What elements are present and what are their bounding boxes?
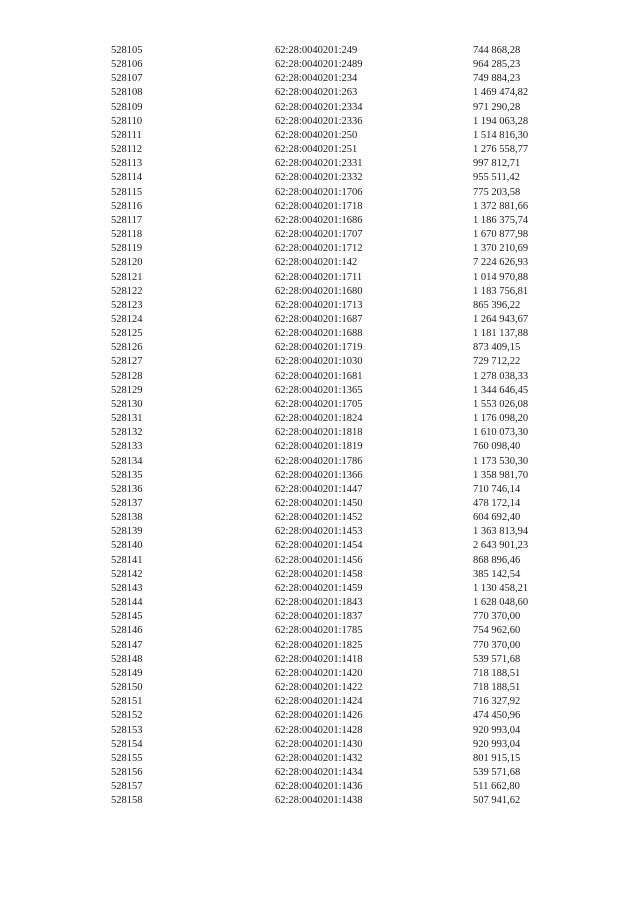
cadastral-number-cell: 62:28:0040201:142 (275, 257, 358, 269)
value-cell: 729 712,22 (473, 356, 521, 368)
cadastral-number-cell: 62:28:0040201:1681 (275, 370, 363, 382)
id-cell: 528139 (111, 526, 143, 538)
cadastral-number-cell: 62:28:0040201:1706 (275, 186, 363, 198)
id-cell: 528125 (111, 328, 143, 340)
cadastral-number-cell: 62:28:0040201:1837 (275, 611, 363, 623)
id-cell: 528127 (111, 356, 143, 368)
id-cell: 528114 (111, 172, 143, 184)
table-row (0, 86, 640, 100)
cadastral-number-cell: 62:28:0040201:1824 (275, 413, 363, 425)
table-row (0, 412, 640, 426)
id-cell: 528148 (111, 653, 143, 665)
cadastral-number-cell: 62:28:0040201:1819 (275, 441, 363, 453)
cadastral-number-cell: 62:28:0040201:263 (275, 87, 358, 99)
id-cell: 528105 (111, 45, 143, 56)
table-row (0, 44, 640, 58)
table-row (0, 709, 640, 723)
value-cell: 1 372 881,66 (473, 200, 529, 212)
value-cell: 964 285,23 (473, 59, 521, 71)
cadastral-number-cell: 62:28:0040201:1785 (275, 625, 363, 637)
value-cell: 539 571,68 (473, 653, 521, 665)
cadastral-number-cell: 62:28:0040201:1418 (275, 653, 363, 665)
cadastral-number-cell: 62:28:0040201:1436 (275, 781, 363, 793)
value-cell: 1 514 816,30 (473, 129, 529, 141)
value-cell: 718 188,51 (473, 667, 521, 679)
id-cell: 528115 (111, 186, 143, 198)
value-cell: 873 409,15 (473, 342, 521, 354)
id-cell: 528116 (111, 200, 143, 212)
value-cell: 1 276 558,77 (473, 144, 529, 156)
table-row (0, 228, 640, 242)
table-row (0, 554, 640, 568)
value-cell: 1 264 943,67 (473, 313, 529, 325)
table-row (0, 256, 640, 270)
table-row (0, 271, 640, 285)
value-cell: 1 628 048,60 (473, 597, 529, 609)
id-cell: 528124 (111, 313, 143, 325)
cadastral-number-cell: 62:28:0040201:1432 (275, 752, 363, 764)
id-cell: 528111 (111, 129, 142, 141)
cadastral-number-cell: 62:28:0040201:234 (275, 73, 358, 85)
value-cell: 865 396,22 (473, 299, 521, 311)
table-row (0, 341, 640, 355)
table-row (0, 724, 640, 738)
value-cell: 1 173 530,30 (473, 455, 529, 467)
value-cell: 997 812,71 (473, 158, 521, 170)
value-cell: 775 203,58 (473, 186, 521, 198)
value-cell: 478 172,14 (473, 498, 521, 509)
table-row (0, 681, 640, 695)
id-cell: 528130 (111, 398, 143, 410)
table-row (0, 794, 640, 808)
cadastral-number-cell: 62:28:0040201:1825 (275, 639, 363, 651)
cadastral-number-cell: 62:28:0040201:1843 (275, 597, 363, 609)
id-cell: 528135 (111, 469, 143, 481)
value-cell: 1 186 375,74 (473, 214, 529, 226)
table-row (0, 285, 640, 299)
value-cell: 868 896,46 (473, 554, 521, 566)
table-row (0, 738, 640, 752)
id-cell: 528120 (111, 257, 143, 269)
table-row (0, 426, 640, 440)
cadastral-number-cell: 62:28:0040201:1030 (275, 356, 363, 368)
value-cell: 1 181 137,88 (473, 328, 529, 340)
table-row (0, 101, 640, 115)
id-cell: 528119 (111, 243, 143, 255)
id-cell: 528146 (111, 625, 143, 637)
id-cell: 528155 (111, 752, 143, 764)
id-cell: 528143 (111, 582, 143, 594)
cadastral-number-cell: 62:28:0040201:249 (275, 45, 358, 56)
value-cell: 539 571,68 (473, 766, 521, 778)
value-cell: 716 327,92 (473, 696, 521, 708)
value-cell: 920 993,04 (473, 738, 521, 750)
value-cell: 1 278 038,33 (473, 370, 529, 382)
table-row (0, 384, 640, 398)
cadastral-number-cell: 62:28:0040201:1705 (275, 398, 363, 410)
table-row (0, 639, 640, 653)
cadastral-number-cell: 62:28:0040201:1680 (275, 285, 363, 297)
value-cell: 955 511,42 (473, 172, 520, 184)
table-row (0, 327, 640, 341)
cadastral-number-cell: 62:28:0040201:1719 (275, 342, 363, 354)
cadastral-number-cell: 62:28:0040201:1447 (275, 483, 363, 495)
value-cell: 1 370 210,69 (473, 243, 529, 255)
cadastral-number-cell: 62:28:0040201:1712 (275, 243, 363, 255)
cadastral-number-cell: 62:28:0040201:2332 (275, 172, 363, 184)
id-cell: 528132 (111, 427, 143, 439)
id-cell: 528158 (111, 795, 143, 807)
id-cell: 528136 (111, 483, 143, 495)
value-cell: 770 370,00 (473, 611, 521, 623)
id-cell: 528134 (111, 455, 143, 467)
id-cell: 528118 (111, 229, 143, 241)
id-cell: 528151 (111, 696, 143, 708)
table-row (0, 440, 640, 454)
cadastral-number-cell: 62:28:0040201:1420 (275, 667, 363, 679)
value-cell: 770 370,00 (473, 639, 521, 651)
id-cell: 528150 (111, 682, 143, 694)
data-table (0, 44, 640, 808)
cadastral-number-cell: 62:28:0040201:1456 (275, 554, 363, 566)
cadastral-number-cell: 62:28:0040201:1365 (275, 384, 363, 396)
table-row (0, 511, 640, 525)
value-cell: 744 868,28 (473, 45, 521, 56)
cadastral-number-cell: 62:28:0040201:1424 (275, 696, 363, 708)
value-cell: 1 176 098,20 (473, 413, 529, 425)
value-cell: 1 358 981,70 (473, 469, 529, 481)
value-cell: 1 469 474,82 (473, 87, 529, 99)
value-cell: 1 553 026,08 (473, 398, 529, 410)
table-row (0, 667, 640, 681)
value-cell: 1 183 756,81 (473, 285, 529, 297)
value-cell: 604 692,40 (473, 512, 521, 524)
table-row (0, 129, 640, 143)
table-row (0, 242, 640, 256)
id-cell: 528154 (111, 738, 143, 750)
id-cell: 528142 (111, 568, 143, 580)
id-cell: 528138 (111, 512, 143, 524)
cadastral-number-cell: 62:28:0040201:1428 (275, 724, 363, 736)
value-cell: 1 014 970,88 (473, 271, 529, 283)
cadastral-number-cell: 62:28:0040201:1786 (275, 455, 363, 467)
table-row (0, 143, 640, 157)
cadastral-number-cell: 62:28:0040201:1453 (275, 526, 363, 538)
id-cell: 528145 (111, 611, 143, 623)
id-cell: 528152 (111, 710, 143, 722)
table-row (0, 582, 640, 596)
value-cell: 1 363 813,94 (473, 526, 529, 538)
table-row (0, 355, 640, 369)
value-cell: 1 130 458,21 (473, 582, 529, 594)
cadastral-number-cell: 62:28:0040201:1434 (275, 766, 363, 778)
value-cell: 971 290,28 (473, 101, 521, 113)
table-row (0, 455, 640, 469)
id-cell: 528109 (111, 101, 143, 113)
id-cell: 528147 (111, 639, 143, 651)
id-cell: 528110 (111, 115, 143, 127)
cadastral-number-cell: 62:28:0040201:1686 (275, 214, 363, 226)
cadastral-number-cell: 62:28:0040201:2336 (275, 115, 363, 127)
cadastral-number-cell: 62:28:0040201:1430 (275, 738, 363, 750)
id-cell: 528129 (111, 384, 143, 396)
cadastral-number-cell: 62:28:0040201:1450 (275, 498, 363, 509)
cadastral-number-cell: 62:28:0040201:1718 (275, 200, 363, 212)
value-cell: 474 450,96 (473, 710, 521, 722)
id-cell: 528131 (111, 413, 143, 425)
table-row (0, 695, 640, 709)
id-cell: 528157 (111, 781, 143, 793)
id-cell: 528144 (111, 597, 143, 609)
table-row (0, 157, 640, 171)
id-cell: 528153 (111, 724, 143, 736)
cadastral-number-cell: 62:28:0040201:2489 (275, 59, 363, 71)
id-cell: 528141 (111, 554, 143, 566)
value-cell: 1 670 877,98 (473, 229, 529, 241)
value-cell: 7 224 626,93 (473, 257, 529, 269)
id-cell: 528140 (111, 540, 143, 552)
id-cell: 528128 (111, 370, 143, 382)
cadastral-number-cell: 62:28:0040201:2331 (275, 158, 363, 170)
value-cell: 507 941,62 (473, 795, 521, 807)
table-row (0, 568, 640, 582)
cadastral-number-cell: 62:28:0040201:251 (275, 144, 358, 156)
id-cell: 528112 (111, 144, 143, 156)
table-row (0, 752, 640, 766)
cadastral-number-cell: 62:28:0040201:1688 (275, 328, 363, 340)
table-row (0, 171, 640, 185)
table-row (0, 525, 640, 539)
value-cell: 754 962,60 (473, 625, 521, 637)
cadastral-number-cell: 62:28:0040201:1459 (275, 582, 363, 594)
value-cell: 1 344 646,45 (473, 384, 529, 396)
cadastral-number-cell: 62:28:0040201:1707 (275, 229, 363, 241)
id-cell: 528122 (111, 285, 143, 297)
id-cell: 528117 (111, 214, 143, 226)
value-cell: 749 884,23 (473, 73, 521, 85)
id-cell: 528123 (111, 299, 143, 311)
table-row (0, 313, 640, 327)
cadastral-number-cell: 62:28:0040201:2334 (275, 101, 363, 113)
table-row (0, 653, 640, 667)
value-cell: 1 610 073,30 (473, 427, 529, 439)
id-cell: 528121 (111, 271, 143, 283)
value-cell: 385 142,54 (473, 568, 521, 580)
table-row (0, 214, 640, 228)
table-row (0, 766, 640, 780)
table-row (0, 58, 640, 72)
cadastral-number-cell: 62:28:0040201:1426 (275, 710, 363, 722)
value-cell: 920 993,04 (473, 724, 521, 736)
id-cell: 528107 (111, 73, 143, 85)
id-cell: 528126 (111, 342, 143, 354)
id-cell: 528149 (111, 667, 143, 679)
cadastral-number-cell: 62:28:0040201:1818 (275, 427, 363, 439)
table-row (0, 497, 640, 511)
id-cell: 528137 (111, 498, 143, 509)
table-row (0, 483, 640, 497)
cadastral-number-cell: 62:28:0040201:1366 (275, 469, 363, 481)
cadastral-number-cell: 62:28:0040201:1687 (275, 313, 363, 325)
value-cell: 2 643 901,23 (473, 540, 529, 552)
cadastral-number-cell: 62:28:0040201:250 (275, 129, 358, 141)
cadastral-number-cell: 62:28:0040201:1422 (275, 682, 363, 694)
id-cell: 528106 (111, 59, 143, 71)
value-cell: 1 194 063,28 (473, 115, 529, 127)
table-row (0, 469, 640, 483)
cadastral-number-cell: 62:28:0040201:1452 (275, 512, 363, 524)
table-row (0, 624, 640, 638)
value-cell: 710 746,14 (473, 483, 521, 495)
cadastral-number-cell: 62:28:0040201:1711 (275, 271, 363, 283)
cadastral-number-cell: 62:28:0040201:1713 (275, 299, 363, 311)
value-cell: 760 098,40 (473, 441, 521, 453)
id-cell: 528113 (111, 158, 143, 170)
table-row (0, 539, 640, 553)
value-cell: 511 662,80 (473, 781, 520, 793)
table-row (0, 115, 640, 129)
cadastral-number-cell: 62:28:0040201:1438 (275, 795, 363, 807)
id-cell: 528133 (111, 441, 143, 453)
cadastral-number-cell: 62:28:0040201:1458 (275, 568, 363, 580)
id-cell: 528156 (111, 766, 143, 778)
table-row (0, 596, 640, 610)
table-row (0, 780, 640, 794)
table-row (0, 72, 640, 86)
cadastral-number-cell: 62:28:0040201:1454 (275, 540, 363, 552)
id-cell: 528108 (111, 87, 143, 99)
table-row (0, 370, 640, 384)
table-row (0, 186, 640, 200)
value-cell: 801 915,15 (473, 752, 521, 764)
value-cell: 718 188,51 (473, 682, 521, 694)
table-row (0, 610, 640, 624)
table-row (0, 200, 640, 214)
table-row (0, 398, 640, 412)
table-row (0, 299, 640, 313)
